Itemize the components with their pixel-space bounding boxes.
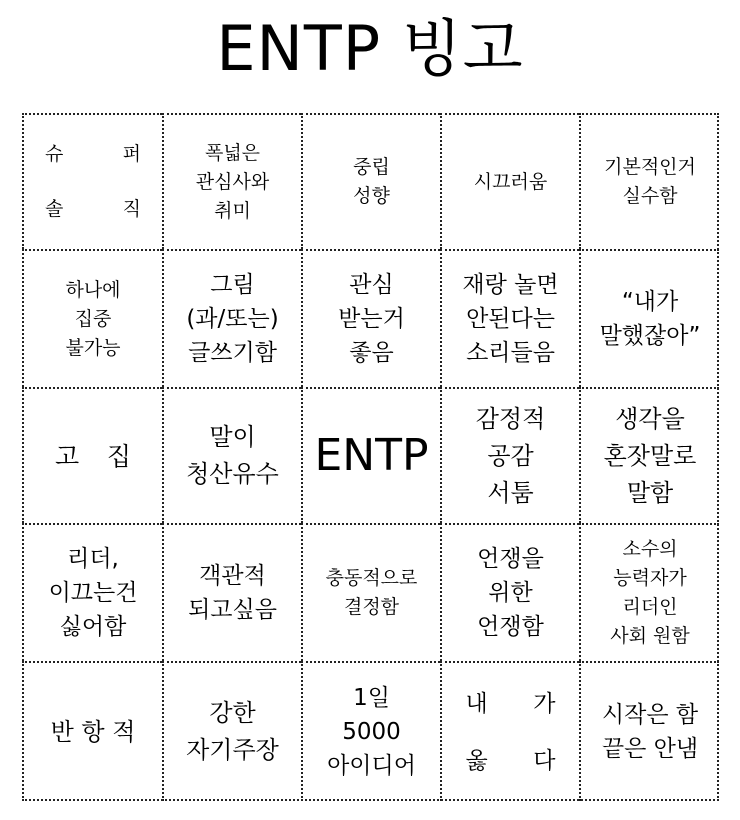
cell-text: 말했잖아” xyxy=(599,323,701,349)
bingo-cell[interactable] xyxy=(162,523,301,661)
cell-text: 그림 xyxy=(210,272,255,298)
cell-text: 슈 xyxy=(45,143,64,165)
cell-text: 끝은 안냄 xyxy=(601,736,699,762)
cell-text: 받는거 xyxy=(338,306,405,332)
cell-text: 감정적 xyxy=(475,404,546,433)
cell-text: 말함 xyxy=(626,478,674,507)
cell-text: 말이 xyxy=(209,423,256,451)
cell-text: ENTP xyxy=(314,430,429,481)
cell-text: 집중 xyxy=(74,307,112,330)
bingo-cell[interactable] xyxy=(301,249,440,387)
cell-text: 소리들음 xyxy=(466,340,555,366)
cell-text: 객관적 xyxy=(199,563,266,589)
cell-text: 좋음 xyxy=(349,340,394,366)
bingo-cell[interactable] xyxy=(579,661,719,801)
cell-text: 고 xyxy=(55,441,80,471)
cell-text: 충동적으로 xyxy=(325,567,418,589)
cell-text: 아이디어 xyxy=(327,753,416,779)
cell-text: 내 xyxy=(465,690,488,717)
cell-text: 실수함 xyxy=(622,185,678,207)
bingo-cell[interactable] xyxy=(579,113,719,249)
bingo-cell[interactable] xyxy=(162,249,301,387)
cell-text: 시작은 함 xyxy=(601,702,699,728)
bingo-cell[interactable] xyxy=(301,661,440,801)
cell-text: 반 항 적 xyxy=(50,717,136,746)
bingo-cell[interactable] xyxy=(579,387,719,523)
cell-text: 공감 xyxy=(487,441,534,470)
page-title: ENTP 빙고 xyxy=(216,12,524,85)
cell-text: 싫어함 xyxy=(59,614,127,640)
cell-text: 리더, xyxy=(67,546,119,572)
cell-text: 5000 xyxy=(342,719,401,745)
cell-text: 취미 xyxy=(214,199,251,222)
cell-text: 강한 xyxy=(209,699,256,727)
cell-text: 가 xyxy=(533,690,556,717)
cell-text: 하나에 xyxy=(65,278,121,301)
cell-text: 글쓰기함 xyxy=(188,340,277,366)
cell-text: 사회 원함 xyxy=(610,625,690,647)
cell-text: 되고싶음 xyxy=(188,597,277,623)
bingo-cell[interactable] xyxy=(162,113,301,249)
cell-text: 1일 xyxy=(353,685,390,711)
bingo-cell[interactable] xyxy=(440,249,579,387)
bingo-cell[interactable] xyxy=(301,523,440,661)
bingo-cell[interactable] xyxy=(22,113,162,249)
bingo-cell[interactable] xyxy=(440,661,579,801)
cell-text: 언쟁을 xyxy=(477,546,544,572)
bingo-free-space[interactable] xyxy=(301,387,440,523)
cell-text: 시끄러움 xyxy=(473,170,548,193)
cell-text: 위한 xyxy=(488,580,533,606)
cell-text: 폭넓은 xyxy=(204,141,261,164)
bingo-cell[interactable] xyxy=(440,387,579,523)
bingo-cell[interactable] xyxy=(579,249,719,387)
bingo-grid xyxy=(22,113,719,801)
cell-text: 솔 xyxy=(45,198,64,220)
cell-text: 언쟁함 xyxy=(477,614,544,640)
cell-text: 퍼 xyxy=(122,143,141,165)
bingo-cell[interactable] xyxy=(440,523,579,661)
cell-text: (과/또는) xyxy=(186,306,279,332)
cell-text: 결정함 xyxy=(343,596,400,618)
cell-text: 옳 xyxy=(465,747,488,774)
cell-text: 불가능 xyxy=(65,336,121,359)
cell-text: 리더인 xyxy=(622,596,678,618)
cell-text: 능력자가 xyxy=(613,567,687,589)
cell-text: 집 xyxy=(106,441,131,471)
cell-text: 관심사와 xyxy=(195,170,270,193)
cell-text: 자기주장 xyxy=(186,736,279,764)
cell-text: 안된다는 xyxy=(466,306,555,332)
cell-text: “내가 xyxy=(621,289,679,315)
bingo-cell[interactable] xyxy=(22,387,162,523)
cell-text: 소수의 xyxy=(622,538,678,560)
bingo-cell[interactable] xyxy=(579,523,719,661)
cell-text: 혼잣말로 xyxy=(603,441,697,470)
bingo-cell[interactable] xyxy=(162,387,301,523)
cell-text: 중립 xyxy=(353,156,390,178)
cell-text: 이끄는건 xyxy=(48,580,138,606)
cell-text: 직 xyxy=(122,198,141,220)
cell-text: 다 xyxy=(533,747,556,774)
cell-text: 청산유수 xyxy=(186,460,279,488)
bingo-cell[interactable] xyxy=(22,249,162,387)
cell-text: 성향 xyxy=(353,185,390,207)
cell-text: 재랑 놀면 xyxy=(462,272,559,298)
bingo-cell[interactable] xyxy=(162,661,301,801)
bingo-cell[interactable] xyxy=(440,113,579,249)
bingo-cell[interactable] xyxy=(22,661,162,801)
bingo-cell[interactable] xyxy=(22,523,162,661)
bingo-cell[interactable] xyxy=(301,113,440,249)
cell-text: 서툼 xyxy=(487,478,534,507)
cell-text: 생각을 xyxy=(615,404,685,433)
cell-text: 관심 xyxy=(349,272,394,298)
cell-text: 기본적인거 xyxy=(604,156,696,178)
